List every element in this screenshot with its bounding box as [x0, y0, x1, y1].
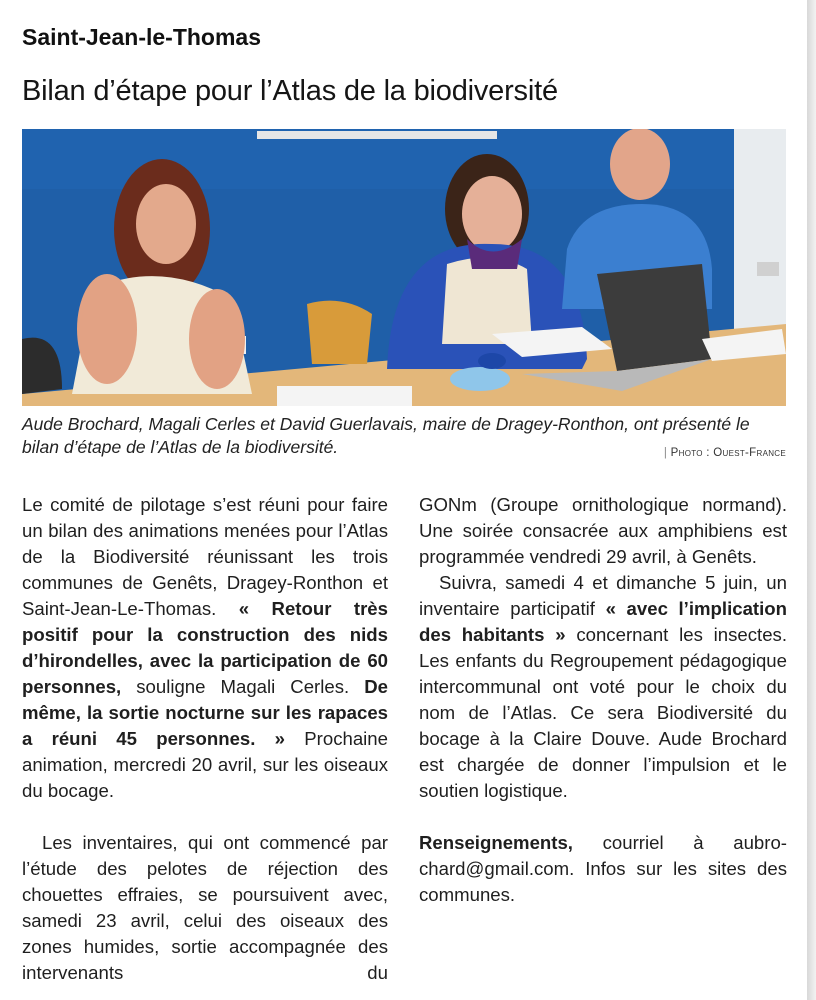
article-column-left [22, 492, 388, 804]
article-column-left-cont [22, 830, 388, 1000]
quote-rapaces: De même, la sortie nocturne sur les rapaces a réuni 45 personnes. » [22, 676, 388, 749]
paragraph-gap [419, 804, 787, 830]
article-paragraph-4 [419, 830, 787, 908]
article-paragraph-3 [419, 570, 787, 804]
article-paragraph-1 [22, 492, 388, 804]
attribution-magali-cerles: souligne Magali Cerles. [121, 676, 365, 697]
quote-hirondelles: « Retour très positif pour la construction des nids d’hirondelles, avec la participation de 60 personnes, [22, 598, 388, 697]
article-headline: Bilan d’étape pour l’Atlas de la biodiversité [22, 75, 558, 107]
next-event-text: Prochaine animation, mercredi 20 avril, sur les oiseaux du bocage. [22, 728, 388, 801]
photo-credit: | Photo : Ouest-France [664, 447, 786, 459]
article-paragraph-2-top: Les inventaires, qui ont commencé par l’étude des pelotes de réjection des chouettes effraies, se poursuivent avec, samedi 23 avril, celui des oiseaux des zones humides, sortie accompagnée des intervenants du [22, 832, 388, 983]
renseignements-text: courriel à aubrochard@gmail.com. Infos sur les sites des communes. [419, 832, 787, 905]
photo-caption: Aude Brochard, Magali Cerles et David Guerlavais, maire de Dragey-Ronthon, ont présenté le bilan d’étape de l’Atlas de la biodiversité. [22, 414, 750, 457]
article-paragraph-2-continued [419, 492, 787, 570]
article-dateline: Saint-Jean-le-Thomas [22, 24, 261, 50]
paragraph-3-intro: Suivra, samedi 4 et dimanche 5 juin, un inventaire participatif [419, 572, 787, 619]
renseignements-label: Renseignements, [419, 832, 573, 853]
paragraph-2-tail: GONm (Groupe ornithologique normand). Une soirée consacrée aux amphibiens est programmée vendredi 29 avril, à Genêts. [419, 494, 787, 567]
paragraph-3-rest: concernant les insectes. Les enfants du Regroupement pédagogique intercommunal ont voté pour le choix du nom de l’Atlas. Ce sera Biodiversité du bocage à la Claire Douve. Aude Brochard est chargée de donner l’impulsion et le soutien logistique. [419, 624, 788, 801]
article-photo [22, 129, 786, 406]
quote-habitants: « avec l’implication des habitants » [419, 598, 787, 645]
paragraph-1-intro: Le comité de pilotage s’est réuni pour faire un bilan des animations menées pour l’Atlas de la Biodiversité réunissant les trois communes de Genêts, Dragey-Ronthon et Saint-Jean-Le-Thomas. [22, 494, 388, 619]
article-column-right-main [419, 492, 787, 908]
page-edge [807, 0, 816, 1000]
